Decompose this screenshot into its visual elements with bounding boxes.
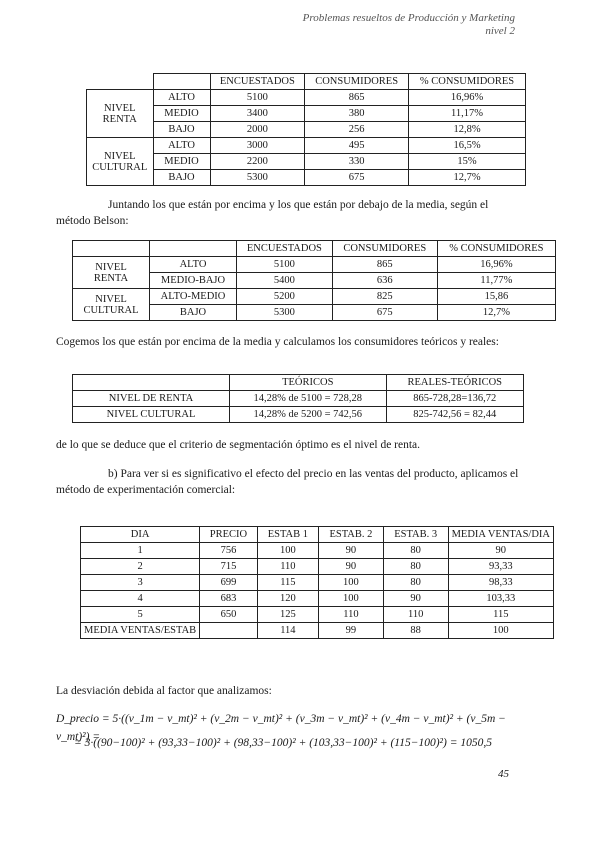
- group-label: NIVEL CULTURAL: [73, 289, 150, 321]
- table-header-row: DIA PRECIO ESTAB 1 ESTAB. 2 ESTAB. 3 MEDIA VENTAS/DIA: [81, 527, 554, 543]
- group-label: NIVEL RENTA: [73, 257, 150, 289]
- table-row: NIVEL CULTURAL ALTO-MEDIO 5200 825 15,86: [73, 289, 556, 305]
- paragraph-experiment: b) Para ver si es significativo el efecto del precio en las ventas del producto, aplicamos el método de experimentación comercial:: [56, 468, 519, 496]
- paragraph-belson: Juntando los que están por encima y los que están por debajo de la media, según el método Belson:: [56, 199, 489, 227]
- table-row: NIVEL RENTA ALTO 5100 865 16,96%: [73, 257, 556, 273]
- header-line-2: nivel 2: [485, 25, 515, 37]
- running-header: [303, 12, 515, 38]
- table-row: MEDIO-BAJO 5400 636 11,77%: [73, 273, 556, 289]
- table-row: NIVEL RENTA ALTO 5100 865 16,96%: [87, 90, 526, 106]
- formula-line-1: D_precio = 5·((v_1m − v_mt)² + (v_2m − v_mt)² + (v_3m − v_mt)² + (v_4m − v_mt)² + (v_5m − v_mt)²) =: [56, 713, 506, 743]
- table-row: MEDIO 3400 380 11,17%: [87, 106, 526, 122]
- table-footer-row: MEDIA VENTAS/ESTAB 114 99 88 100: [81, 623, 554, 639]
- table-row: 5 650 125 110 110 115: [81, 607, 554, 623]
- paragraph-conclusion: de lo que se deduce que el criterio de segmentación óptimo es el nivel de renta.: [56, 439, 421, 451]
- page-number: 45: [498, 768, 509, 780]
- group-label: NIVEL RENTA: [87, 90, 154, 138]
- table-row: 1 756 100 90 80 90: [81, 543, 554, 559]
- formula-line-2: = 3·((90−100)² + (93,33−100)² + (98,33−100)² + (103,33−100)² + (115−100)²) = 1050,5: [74, 737, 492, 749]
- table-row: NIVEL CULTURAL ALTO 3000 495 16,5%: [87, 138, 526, 154]
- table-row: BAJO 5300 675 12,7%: [87, 170, 526, 186]
- table-header-row: ENCUESTADOS CONSUMIDORES % CONSUMIDORES: [73, 241, 556, 257]
- table-row: 2 715 110 90 80 93,33: [81, 559, 554, 575]
- col-consumidores: CONSUMIDORES: [305, 74, 409, 90]
- paragraph-deviation: La desviación debida al factor que analizamos:: [56, 685, 272, 697]
- header-line-1: Problemas resueltos de Producción y Marketing: [302, 12, 515, 24]
- group-label: NIVEL CULTURAL: [87, 138, 154, 186]
- table-row: BAJO 2000 256 12,8%: [87, 122, 526, 138]
- table-row: NIVEL DE RENTA 14,28% de 5100 = 728,28 865-728,28=136,72: [73, 391, 524, 407]
- table-row: BAJO 5300 675 12,7%: [73, 305, 556, 321]
- table-row: MEDIO 2200 330 15%: [87, 154, 526, 170]
- table-theoretical-real: [72, 374, 524, 423]
- table-price-experiment: [80, 526, 554, 639]
- table-row: 3 699 115 100 80 98,33: [81, 575, 554, 591]
- table-belson-groups: [72, 240, 556, 321]
- table-header-row: TEÓRICOS REALES-TEÓRICOS: [73, 375, 524, 391]
- paragraph-theoretical: Cogemos los que están por encima de la media y calculamos los consumidores teóricos y reales:: [56, 336, 499, 348]
- table-segmentation-levels: [86, 73, 526, 186]
- table-row: NIVEL CULTURAL 14,28% de 5200 = 742,56 825-742,56 = 82,44: [73, 407, 524, 423]
- col-pct-consumidores: % CONSUMIDORES: [409, 74, 526, 90]
- table-row: 4 683 120 100 90 103,33: [81, 591, 554, 607]
- table-header-row: [87, 74, 526, 90]
- col-encuestados: ENCUESTADOS: [210, 74, 305, 90]
